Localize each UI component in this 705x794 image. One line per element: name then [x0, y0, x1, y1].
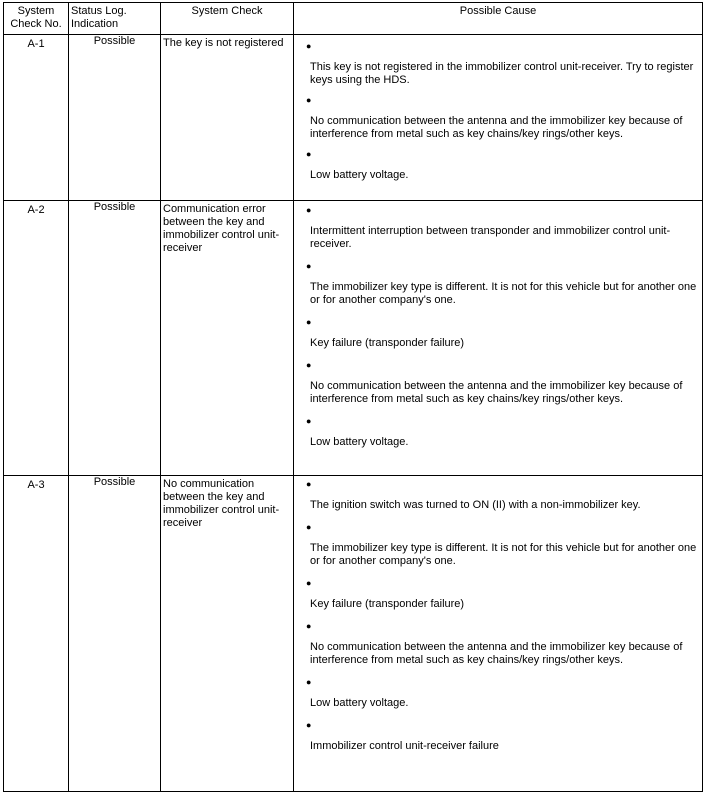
check-number: A-3	[4, 476, 69, 792]
header-system-check: System Check	[161, 3, 294, 35]
cause-item	[306, 667, 700, 710]
bullet-icon: ●	[306, 317, 312, 327]
bullet-icon: ●	[306, 522, 312, 532]
bullet-icon: ●	[306, 261, 312, 271]
cause-text: Low battery voltage.	[310, 436, 409, 448]
cause-item	[306, 307, 700, 350]
check-number: A-1	[4, 35, 69, 201]
cause-item	[306, 350, 700, 406]
bullet-icon: ●	[306, 578, 312, 588]
system-check-text: Communication error between the key and immobilizer control unit-receiver	[161, 201, 294, 476]
status-indication: Possible	[69, 476, 161, 792]
system-check-text: The key is not registered	[161, 35, 294, 201]
cause-item	[306, 251, 700, 307]
cause-text: Low battery voltage.	[310, 697, 409, 709]
cause-text: Low battery voltage.	[310, 169, 409, 181]
bullet-icon: ●	[306, 360, 312, 370]
bullet-icon: ●	[306, 149, 312, 159]
cause-text: Key failure (transponder failure)	[310, 598, 465, 610]
cause-text: Immobilizer control unit-receiver failure	[310, 740, 499, 752]
table-row	[4, 201, 703, 476]
header-system-check-no: System Check No.	[4, 3, 69, 35]
cause-text: No communication between the antenna and the immobilizer key because of interference from metal such as key chains/key rings/other keys.	[310, 641, 683, 666]
cause-text: This key is not registered in the immobilizer control unit-receiver. Try to register keys using the HDS.	[310, 61, 694, 86]
bullet-icon: ●	[306, 621, 312, 631]
bullet-icon: ●	[306, 479, 312, 489]
cause-item	[306, 476, 700, 512]
cause-item	[306, 201, 700, 251]
diagnostic-table	[3, 2, 703, 792]
cause-text: No communication between the antenna and the immobilizer key because of interference from metal such as key chains/key rings/other keys.	[310, 115, 683, 140]
possible-cause-list	[294, 476, 703, 792]
header-status-log: Status Log. Indication	[69, 3, 161, 35]
bullet-icon: ●	[306, 205, 312, 215]
bullet-icon: ●	[306, 95, 312, 105]
cause-item	[306, 512, 700, 568]
cause-item	[306, 611, 700, 667]
bullet-icon: ●	[306, 41, 312, 51]
cause-text: Key failure (transponder failure)	[310, 337, 465, 349]
status-indication: Possible	[69, 35, 161, 201]
cause-item	[306, 35, 700, 87]
cause-text: The immobilizer key type is different. It is not for this vehicle but for another one or for another company's one.	[310, 281, 697, 306]
possible-cause-list	[294, 201, 703, 476]
cause-item	[306, 568, 700, 611]
cause-text: Intermittent interruption between transponder and immobilizer control unit-receiver.	[310, 225, 671, 250]
check-number: A-2	[4, 201, 69, 476]
cause-text: No communication between the antenna and the immobilizer key because of interference from metal such as key chains/key rings/other keys.	[310, 380, 683, 405]
table-row	[4, 476, 703, 792]
table-header-row	[4, 3, 703, 35]
possible-cause-list	[294, 35, 703, 201]
header-possible-cause: Possible Cause	[294, 3, 703, 35]
cause-item	[306, 141, 700, 182]
bullet-icon: ●	[306, 720, 312, 730]
bullet-icon: ●	[306, 677, 312, 687]
cause-item	[306, 406, 700, 449]
system-check-text: No communication between the key and immobilizer control unit-receiver	[161, 476, 294, 792]
bullet-icon: ●	[306, 416, 312, 426]
cause-item	[306, 87, 700, 141]
cause-item	[306, 710, 700, 753]
cause-text: The immobilizer key type is different. It is not for this vehicle but for another one or for another company's one.	[310, 542, 697, 567]
cause-text: The ignition switch was turned to ON (II) with a non-immobilizer key.	[310, 499, 641, 511]
status-indication: Possible	[69, 201, 161, 476]
table-row	[4, 35, 703, 201]
